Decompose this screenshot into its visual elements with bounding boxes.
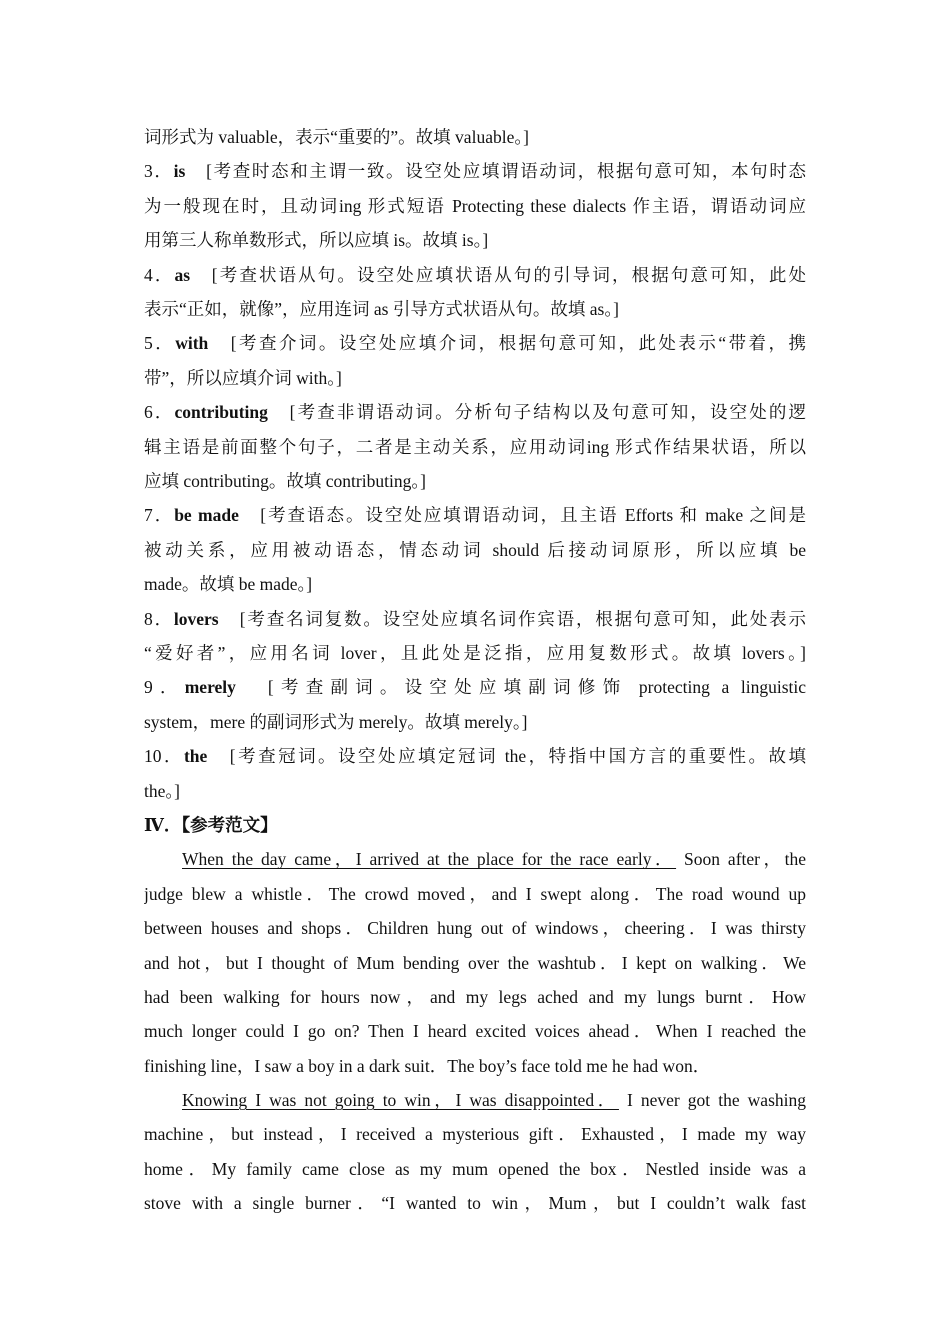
item-number: 8． [144,608,174,629]
line-text: stove with a single burner．“I wanted to win，Mum，but I couldn’t walk fast [144,1193,806,1214]
text-line [144,1049,806,1083]
underlined-sentence: Knowing I was not going to win，I was disappointed． [182,1090,619,1111]
item-number: 5． [144,333,176,354]
answer-word: is [173,161,186,182]
text-line [144,842,806,876]
text-line [144,739,806,773]
line-text: [考查名词复数。设空处应填名词作宾语，根据句意可知，此处表示 [218,608,806,629]
line-text: judge blew a whistle．The crowd moved，and I swept along．The road wound up [144,883,806,904]
text-line [144,464,806,498]
answer-word: merely [184,677,236,698]
text-line [144,774,806,808]
line-text: 辑主语是前面整个句子，二者是主动关系，应用动词ing 形式作结果状语，所以 [144,436,806,457]
line-text: 表示“正如，就像”，应用连词 as 引导方式状语从句。故填 as。] [144,298,619,319]
text-line [144,533,806,567]
line-text: finishing line，I saw a boy in a dark suit．The boy’s face told me he had won． [144,1055,711,1076]
text-line [144,911,806,945]
line-text: system，mere 的副词形式为 merely。故填 merely。] [144,711,528,732]
item-number: 7． [144,505,175,526]
line-text: 为一般现在时，且动词ing 形式短语 Protecting these dialects 作主语，谓语动词应 [144,195,806,216]
text-line [144,808,806,842]
text-line [144,567,806,601]
answer-key-text [144,120,806,1221]
line-text: [考查非谓语动词。分析句子结构以及句意可知，设空处的逻 [267,402,806,423]
line-text: [考查状语从句。设空处应填状语从句的引导词，根据句意可知，此处 [190,264,806,285]
line-text: 被动关系，应用被动语态，情态动词 should 后接动词原形，所以应填 be [144,539,806,560]
answer-word: with [175,333,209,354]
line-text: and hot，but I thought of Mum bending over the washtub．I kept on walking．We [144,952,806,973]
text-line [144,670,806,704]
text-line [144,1117,806,1151]
line-text: I never got the washing [618,1090,806,1111]
line-text: [考查语态。设空处应填谓语动词，且主语 Efforts 和 make 之间是 [238,505,806,526]
document-page [144,120,806,1221]
text-line [144,1083,806,1117]
text-line [144,1152,806,1186]
item-number: 4． [144,264,175,285]
text-line [144,636,806,670]
item-number: 3． [144,161,174,182]
text-line [144,1186,806,1220]
item-number: 6． [144,402,175,423]
text-line [144,498,806,532]
text-line [144,705,806,739]
text-line [144,877,806,911]
line-text: machine，but instead，I received a mysterious gift．Exhausted，I made my way [144,1124,806,1145]
text-line [144,258,806,292]
line-text: made。故填 be made。] [144,574,313,595]
text-line [144,980,806,1014]
underlined-sentence: When the day came，I arrived at the place for the race early． [182,849,677,870]
text-line [144,292,806,326]
line-text: much longer could I go on? Then I heard excited voices ahead．When I reached the [144,1021,806,1042]
line-text: 词形式为 valuable，表示“重要的”。故填 valuable。] [144,127,529,147]
item-number: 10． [144,746,184,767]
text-line [144,189,806,223]
text-line [144,1014,806,1048]
section-heading: Ⅳ．【参考范文】 [144,814,278,835]
text-line [144,946,806,980]
text-line [144,326,806,360]
text-line [144,120,806,154]
line-text: “爱好者”，应用名词 lover，且此处是泛指，应用复数形式。故填 lovers。] [144,642,806,663]
text-line [144,223,806,257]
line-text: between houses and shops．Children hung out of windows，cheering．I was thirsty [144,918,806,939]
line-text: the。] [144,780,180,801]
line-text: 带”，所以应填介词 with。] [144,367,342,388]
text-line [144,154,806,188]
answer-word: as [174,264,191,285]
line-text: [考查副词。设空处应填副词修饰 protecting a linguistic [235,677,806,698]
line-text: home．My family came close as my mum opened the box．Nestled inside was a [144,1158,806,1179]
answer-word: be made [174,505,239,526]
item-number: 9． [144,677,185,698]
line-text: 用第三人称单数形式，所以应填 is。故填 is。] [144,230,489,251]
answer-word: lovers [173,608,219,629]
answer-word: the [183,746,208,767]
line-text: [考查时态和主谓一致。设空处应填谓语动词，根据句意可知，本句时态 [185,161,806,182]
line-text: had been walking for hours now，and my legs ached and my lungs burnt．How [144,986,806,1007]
text-line [144,395,806,429]
answer-word: contributing [174,402,268,423]
line-text: Soon after，the [676,849,806,870]
line-text: 应填 contributing。故填 contributing。] [144,470,426,491]
text-line [144,361,806,395]
line-text: [考查介词。设空处应填介词，根据句意可知，此处表示“带着，携 [208,333,806,354]
text-line [144,602,806,636]
text-line [144,430,806,464]
line-text: [考查冠词。设空处应填定冠词 the，特指中国方言的重要性。故填 [207,746,806,767]
